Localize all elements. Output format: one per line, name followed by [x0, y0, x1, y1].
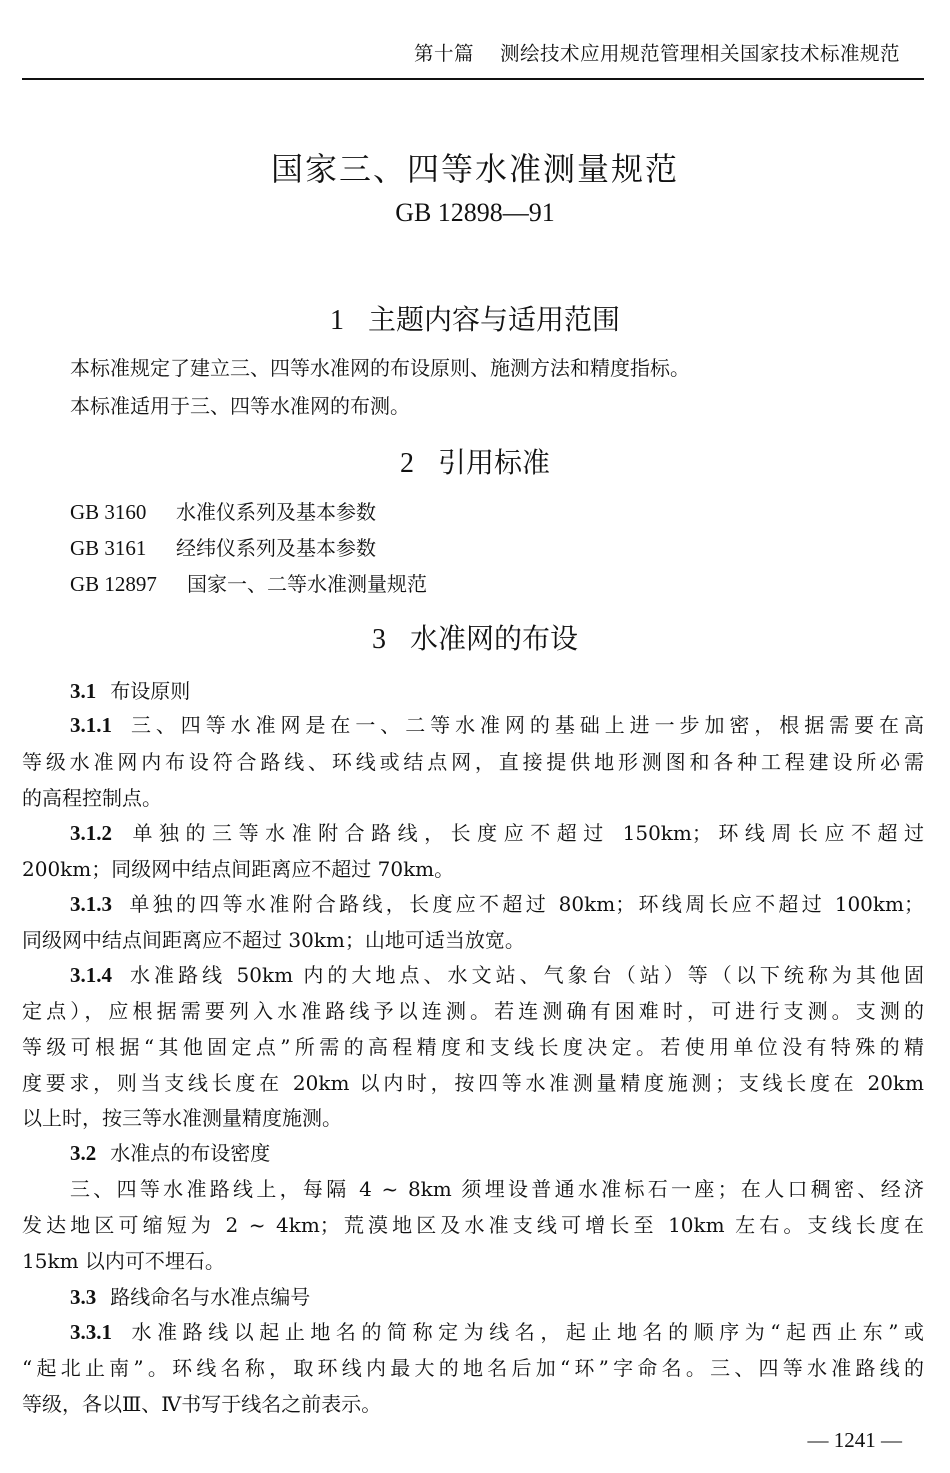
reference-item: [70, 500, 376, 524]
clause-text: 三、四等水准网是在一、二等水准网的基础上进一步加密，根据需要在高: [126, 713, 924, 737]
clause-heading: [70, 679, 190, 703]
clause-line: 等级水准网内布设符合路线、环线或结点网，直接提供地形测图和各种工程建设所必需: [22, 750, 924, 774]
paragraph-line: 本标准适用于三、四等水准网的布测。: [70, 394, 410, 418]
header-part: 第十篇: [413, 42, 474, 65]
clause-line: “起北止南”。环线名称，取环线内最大的地名后加“环”字命名。三、四等水准路线的: [22, 1356, 924, 1380]
reference-title: 水准仪系列及基本参数: [176, 500, 376, 524]
reference-item: [70, 536, 376, 560]
section-title: 引用标准: [437, 446, 550, 479]
reference-item: [70, 572, 427, 596]
page-number: — 1241 —: [807, 1428, 902, 1452]
clause-title: 布设原则: [110, 679, 191, 703]
clause-number: 3.1.1: [70, 713, 112, 737]
section-heading-1: [0, 298, 950, 338]
clause-text: 水准路线 50km 内的大地点、水文站、气象台（站）等（以下统称为其他固: [126, 963, 924, 987]
clause-heading: [70, 1141, 270, 1165]
section-number: 2: [399, 448, 414, 479]
clause-line: 度要求，则当支线长度在 20km 以内时，按四等水准测量精度施测；支线长度在 20km: [22, 1071, 924, 1095]
section-heading-3: [0, 617, 950, 657]
clause-line: 以上时，按三等水准测量精度施测。: [22, 1106, 342, 1130]
clause-line: 等级，各以Ⅲ、Ⅳ书写于线名之前表示。: [22, 1392, 382, 1416]
clause-line: [70, 713, 924, 737]
clause-line: 15km 以内可不埋石。: [22, 1249, 225, 1273]
reference-title: 经纬仪系列及基本参数: [176, 536, 376, 560]
clause-line: 定点），应根据需要列入水准路线予以连测。若连测确有困难时，可进行支测。支测的: [22, 999, 924, 1023]
clause-line: 200km；同级网中结点间距离应不超过 70km。: [22, 857, 455, 881]
clause-number: 3.1.3: [70, 892, 112, 916]
reference-code: GB 3160: [70, 500, 147, 524]
clause-line: [70, 963, 924, 987]
clause-number: 3.3: [70, 1285, 97, 1309]
clause-text: 单独的四等水准附合路线，长度应不超过 80km；环线周长应不超过 100km；: [126, 892, 924, 916]
section-number: 1: [329, 305, 344, 336]
section-number: 3: [371, 624, 386, 655]
clause-title: 水准点的布设密度: [110, 1141, 271, 1165]
clause-line: [70, 892, 924, 916]
clause-line: 同级网中结点间距离应不超过 30km；山地可适当放宽。: [22, 928, 525, 952]
document-title: 国家三、四等水准测量规范: [270, 150, 679, 188]
running-header: [414, 38, 900, 66]
header-rule: [22, 78, 924, 80]
clause-line: [70, 1320, 924, 1344]
clause-number: 3.1: [70, 679, 97, 703]
clause-number: 3.2: [70, 1141, 97, 1165]
clause-title: 路线命名与水准点编号: [110, 1285, 311, 1309]
clause-heading: [70, 1285, 310, 1309]
clause-line: 等级可根据“其他固定点”所需的高程精度和支线长度决定。若使用单位没有特殊的精: [22, 1035, 924, 1059]
clause-number: 3.3.1: [70, 1320, 112, 1344]
reference-code: GB 12897: [70, 572, 157, 596]
header-title: 测绘技术应用规范管理相关国家技术标准规范: [499, 42, 900, 65]
section-heading-2: [0, 441, 950, 481]
section-title: 水准网的布设: [409, 622, 578, 655]
clause-number: 3.1.2: [70, 821, 112, 845]
clause-text: 水准路线以起止地名的简称定为线名，起止地名的顺序为“起西止东”或: [126, 1320, 924, 1344]
section-title: 主题内容与适用范围: [367, 303, 620, 336]
clause-line: 发达地区可缩短为 2 ~ 4km；荒漠地区及水准支线可增长至 10km 左右。支线长度在: [22, 1213, 924, 1237]
clause-line: [70, 821, 924, 845]
reference-title: 国家一、二等水准测量规范: [187, 572, 427, 596]
paragraph-line: 本标准规定了建立三、四等水准网的布设原则、施测方法和精度指标。: [70, 356, 690, 380]
clause-text: 单独的三等水准附合路线，长度应不超过 150km；环线周长应不超过: [126, 821, 924, 845]
clause-line: 的高程控制点。: [22, 786, 162, 810]
document-code: GB 12898—91: [395, 198, 555, 227]
clause-line: 三、四等水准路线上，每隔 4 ~ 8km 须埋设普通水准标石一座；在人口稠密、经济: [70, 1177, 924, 1201]
clause-number: 3.1.4: [70, 963, 112, 987]
reference-code: GB 3161: [70, 536, 147, 560]
